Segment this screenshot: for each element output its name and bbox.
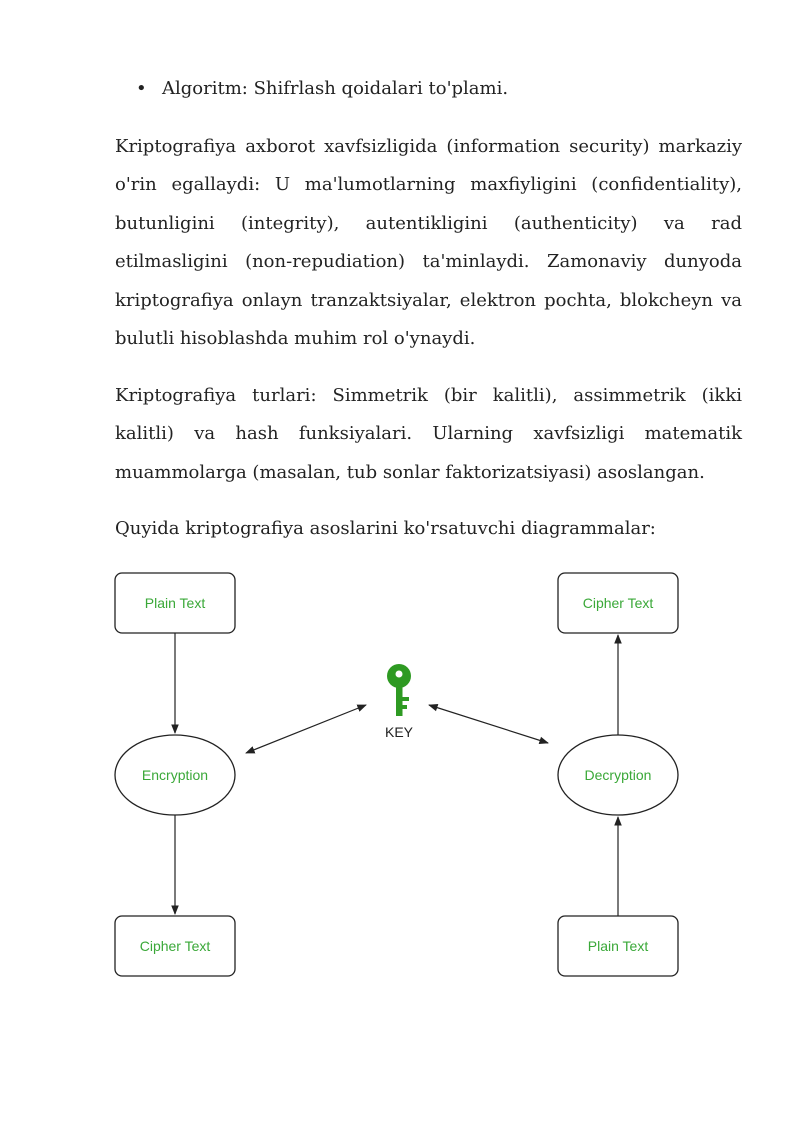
bullet-text: Algoritm: Shifrlash qoidalari to'plami. (162, 78, 509, 99)
key-label: KEY (384, 724, 414, 740)
left-cipher-text-label: Cipher Text (139, 938, 211, 954)
right-plain-text-box (558, 916, 678, 976)
right-cipher-text-label: Cipher Text (582, 595, 654, 611)
paragraph-diagram-intro: Quyida kriptografiya asoslarini ko'rsatuvchi diagrammalar: (115, 518, 656, 539)
right-plain-text-label: Plain Text (587, 938, 649, 954)
paragraph-importance: Kriptografiya axborot xavfsizligida (information security) markaziy o'rin egallaydi: U ma'lumotlarning maxfiyligini (confidentiality), butunligini (integrity), autentikligini (authenticity) va rad etilmasligini (non-repudiation) ta'minlaydi. Zamonaviy dunyoda kriptografiya onlayn tranzaktsiyalar, elektron pochta, blokcheyn va bulutli hisoblashda muhim rol o'ynaydi. (115, 136, 742, 350)
key-icon (387, 664, 411, 716)
right-cipher-text-box (558, 573, 678, 633)
paragraph-types: Kriptografiya turlari: Simmetrik (bir kalitli), assimmetrik (ikki kalitli) va hash funksiyalari. Ularning xavfsizligi matematik muammolarga (masalan, tub sonlar faktorizatsiyasi) asoslangan. (115, 385, 742, 483)
bullet-item (136, 76, 756, 102)
left-plain-text-box (115, 573, 235, 633)
left-cipher-text-box (115, 916, 235, 976)
arrow-key-encryption (246, 705, 366, 753)
cryptography-diagram (0, 560, 800, 990)
bullet-marker: • (136, 78, 147, 99)
left-plain-text-label: Plain Text (144, 595, 206, 611)
decryption-label: Decryption (584, 767, 652, 783)
encryption-label: Encryption (141, 767, 209, 783)
arrow-key-decryption (429, 705, 548, 743)
encryption-node (115, 735, 235, 815)
decryption-node (558, 735, 678, 815)
